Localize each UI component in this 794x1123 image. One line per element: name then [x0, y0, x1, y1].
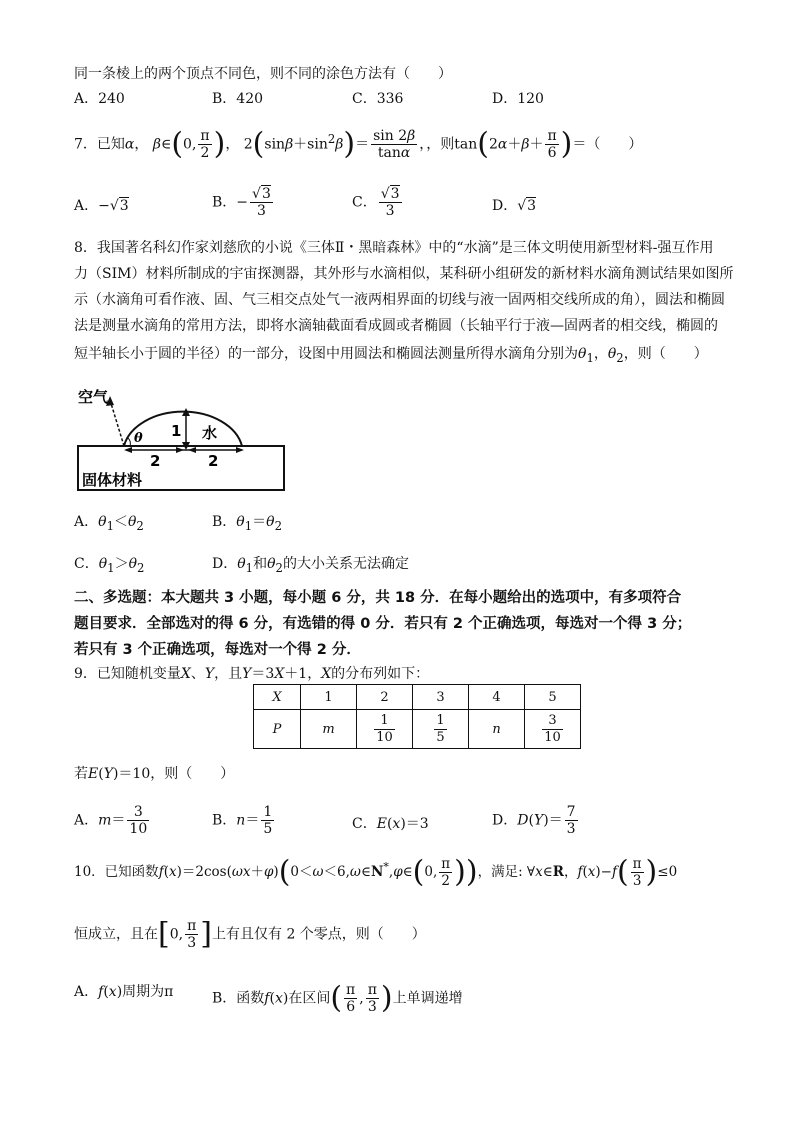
- q9-option-b: B．n＝ $\frac{1}{5}$: [212, 804, 273, 837]
- table-cell: P: [254, 710, 301, 749]
- q10-stem-2: 恒成立，且在[0, $\frac{\pi}{3}$ ]上有且仅有 2 个零点，则（ ）: [74, 916, 426, 952]
- q9-option-a: A．m＝ $\frac{3}{10}$: [74, 804, 148, 837]
- table-cell: $\frac{1}{5}$: [413, 710, 469, 749]
- solid-label: 固体材料: [82, 471, 143, 489]
- q8-option-d: D．$\theta_1$和$\theta_2$的大小关系无法确定: [212, 556, 409, 575]
- height-label: 1: [171, 422, 182, 440]
- q6-option-b: B．420: [212, 91, 264, 107]
- section-2-line-3: 若只有 3 个正确选项，每选对一个得 2 分．: [74, 642, 361, 658]
- q8-line-5: 短半轴长小于圆的半径）的一部分，设图中用圆法和椭圆法测量所得水滴角分别为$\theta_1$，$\theta_2$，则（ ）: [74, 346, 708, 365]
- table-cell: 1: [301, 685, 357, 710]
- q9-option-c: C．E(x)＝3: [352, 816, 429, 832]
- table-cell: 4: [469, 685, 525, 710]
- q8-line-4: 法是测量水滴角的常用方法，即将水滴轴截面看成圆或者椭圆（长轴平行于液—固两者的相交线，椭圆的: [74, 318, 718, 334]
- q8-line-2: 力（SIM）材料所制成的宇宙探测器，其外形与水滴相似，某科研小组研发的新材料水滴角测试结果如图所: [74, 266, 734, 282]
- q10-option-b: B．函数f(x)在区间( $\frac{\pi}{6}$ , $\frac{\pi}{3}$ )上单调递增: [212, 980, 463, 1016]
- section-2-line-1: 二、多选题：本大题共 3 小题，每小题 6 分，共 18 分．在每小题给出的选项中，有多项符合: [74, 590, 682, 606]
- table-cell: 5: [525, 685, 581, 710]
- theta-label: θ: [134, 431, 143, 446]
- water-drop-figure: [76, 382, 288, 494]
- q7-option-c: C． $\frac{√3}{3}$: [352, 186, 400, 219]
- q8-option-b: B．$\theta_1=\theta_2$: [212, 514, 283, 533]
- table-cell: $\frac{3}{10}$: [525, 710, 581, 749]
- table-cell: n: [469, 710, 525, 749]
- table-cell: X: [254, 685, 301, 710]
- table-cell: $\frac{1}{10}$: [357, 710, 413, 749]
- q9-stem: 9．已知随机变量X、Y，且Y＝3X＋1，X的分布列如下：: [74, 666, 430, 682]
- q6-continuation: 同一条棱上的两个顶点不同色，则不同的涂色方法有（ ）: [74, 66, 452, 82]
- q10-stem: 10．已知函数f(x)＝2cos(ωx＋φ)(0＜ω＜6,ω∈N*,φ∈(0, $\frac{\pi}{2}$ ))，满足: ∀x∈R，f(x)−f( $\frac{\pi}{3}$ )≤0: [74, 854, 678, 890]
- air-label: 空气: [78, 388, 109, 406]
- q6-option-d: D．120: [492, 91, 544, 107]
- q7-stem: 7．已知α， β∈(0, $\frac{\pi}{2}$ )， $2(\sin\beta+\sin^2\beta)=$ $\frac{\sin 2\beta}{\tan\alpha}$ ，，则tan(2α＋β＋ $\frac{\pi}{6}$ )＝（ ）: [74, 126, 643, 162]
- table-row: [254, 710, 581, 749]
- table-cell: 2: [357, 685, 413, 710]
- table-cell: 3: [413, 685, 469, 710]
- q8-option-c: C．$\theta_1>\theta_2$: [74, 556, 145, 575]
- width-left-label: 2: [150, 452, 161, 470]
- q7-option-a: A．−√3: [74, 198, 129, 214]
- q10-option-a: A．f(x)周期为π: [74, 984, 174, 1000]
- q7-option-d: D．√3: [492, 198, 537, 214]
- q6-option-a: A．240: [74, 91, 125, 107]
- q8-line-3: 示（水滴角可看作液、固、气三相交点处气一液两相界面的切线与液一固两相交线所成的角），圆法和椭圆: [74, 292, 725, 308]
- q6-option-c: C．336: [352, 91, 404, 107]
- section-2-line-2: 题目要求．全部选对的得 6 分，有选错的得 0 分．若只有 2 个正确选项，每选对一个得 3 分；: [74, 616, 692, 632]
- q9-option-d: D．D(Y)＝ $\frac{7}{3}$: [492, 804, 576, 837]
- q9-condition: 若E(Y)＝10，则（ ）: [74, 766, 235, 782]
- q8-line-1: 8．我国著名科幻作家刘慈欣的小说《三体Ⅱ・黑暗森林》中的“水滴”是三体文明使用新型材料-强互作用: [74, 240, 714, 256]
- table-row: [254, 685, 581, 710]
- table-cell: m: [301, 710, 357, 749]
- q8-option-a: A．$\theta_1<\theta_2$: [74, 514, 144, 533]
- distribution-table: [253, 684, 581, 749]
- q7-option-b: B．− $\frac{√3}{3}$: [212, 186, 271, 219]
- water-label: 水: [202, 424, 218, 442]
- width-right-label: 2: [208, 452, 219, 470]
